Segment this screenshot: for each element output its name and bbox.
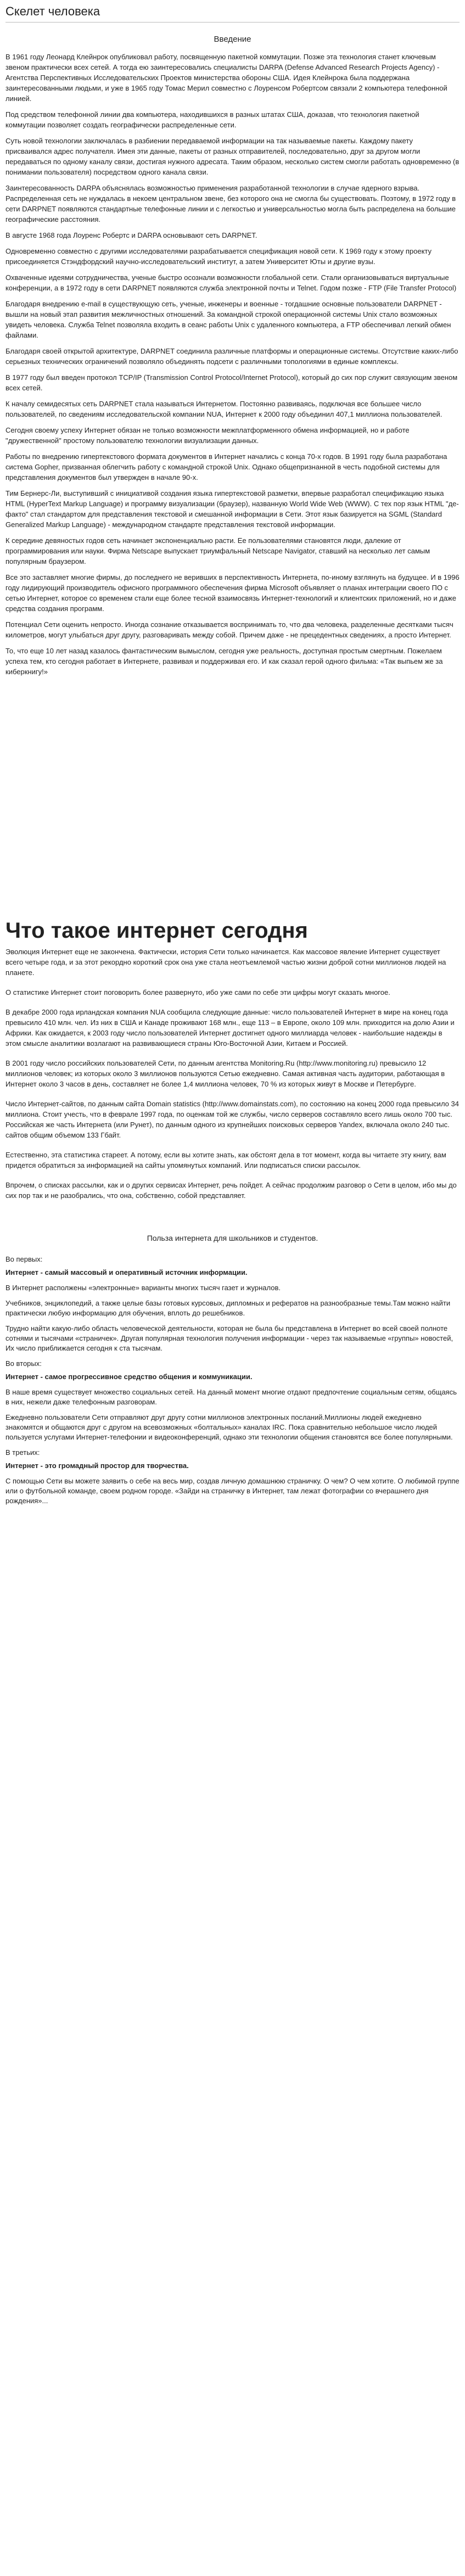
intro-paragraph: Благодаря внедрению e-mail в существующую сеть, ученые, инженеры и военные - тогдашние основные пользователи DARPNET - вышли на новый этап развития межличностных отношений. За командной строкой операционной системы Unix стало возможных увидеть человека. Служба Telnet позволяла входить в сеанс работы Unix с удаленного компьютера, а FTP обеспечивал легкий обмен файлами. [5,300,451,339]
intro-paragraph: Сегодня своему успеху Интернет обязан не только возможности межплатформенного обмена информацией, но и работе "дружественной" простому пользователю технологии визуализации данных. [5,426,410,445]
benefits-section [5,1255,460,1506]
third-paragraph: С помощью Сети вы можете заявить о себе на весь мир, создав личную домашнюю страничку. О чем? О чем хотите. О любимой группе или о футбольной команде, своем родном городе. «Зайди на страничку в Интернет, там лежат фотографии со вчерашнего дня рождения»... [5,1477,460,1505]
section2-paragraph: Естественно, эта статистика стареет. А потому, если вы хотите знать, как обстоят дела в тот момент, когда вы читаете эту книгу, вам придется обратиться за информацией на сайты упомянутых компаний. Или подписаться списки рассылок. [5,1151,446,1169]
section-title-internet-today: Что такое интернет сегодня [5,919,308,943]
section2-paragraph: Впрочем, о списках рассылки, как и о других сервисах Интернет, речь пойдет. А сейчас продолжим разговор о Сети в целом, ибо мы до сих пор так и не разобрались, что она, собственно, собой представляет. [5,1181,457,1200]
intro-heading: Введение [214,35,251,44]
internet-today-section [5,947,460,1201]
second-bold-heading: Интернет - самое прогрессивное средство общения и коммуникации. [5,1373,253,1381]
intro-paragraph: К середине девяностых годов сеть начинает экспоненциально расти. Ее пользователями становятся люди, далекие от программирования или науки. Фирма Netscape выпускает триумфальный Netscape Navigator, ставший на несколько лет самым популярным браузером. [5,536,430,565]
intro-paragraph: В августе 1968 года Лоуренс Робертс и DARPA основывают сеть DARPNET. [5,231,257,239]
intro-paragraph: То, что еще 10 лет назад казалось фантастическим вымыслом, сегодня уже реальность, доступная простым смертным. Пожелаем успеха тем, кто сегодня работает в Интернете, развивая и поддерживая его. И как сказал герой одного фильма: «Так выпьем же за киберкнигу!» [5,647,443,676]
section2-paragraph: В 2001 году число российских пользователей Сети, по данным агентства Monitoring.Ru (http://www.monitoring.ru) превысило 12 миллионов человек; из которых около 3 миллионов пользуются Сетью ежедневно. Самая активная часть аудитории, работающая в Интернет около 3 часов в день, составляет не более 1,4 миллиона человек, 70 % из которых живут в Москве и Петербурге. [5,1059,445,1088]
section2-paragraph: Число Интернет-сайтов, по данным сайта Domain statistics (http://www.domainstats.com), по состоянию на конец 2000 года превысило 34 миллиона. Стоит учесть, что в феврале 1997 года, по оценкам той же службы, число серверов составляло всего лишь около 700 тыс. Российская же часть Интернета (или Рунет), по данным одного из крупнейших поисковых серверов Yandex, включала около 240 тыс. сайтов общим объемом 133 Гбайт. [5,1100,459,1139]
section2-paragraph: Эволюция Интернет еще не закончена. Фактически, история Сети только начинается. Как массовое явление Интернет существует всего четыре года, и за этот рекордно короткий срок она уже стала неотъемлемой частью жизни доброй сотни миллионов людей на планете. [5,948,446,977]
second-paragraph: В наше время существует множество социальных сетей. На данный момент многие отдают предпочтение социальным сетям, общаясь в них, нежели даже телефонным разговорам. [5,1388,457,1406]
third-label: В третьих: [5,1448,40,1457]
third-bold-heading: Интернет - это громадный простор для творчества. [5,1461,189,1470]
intro-paragraph: Охваченные идеями сотрудничества, ученые быстро осознали возможности глобальной сети. Стали организовываться виртуальные конференции, а в 1972 году в сети DARPNET появляются служба электронной почты и Telnet. Годом позже - FTP (File Transfer Protocol) [5,273,457,292]
first-label: Во первых: [5,1255,43,1263]
intro-paragraph: Потенциал Сети оценить непросто. Иногда сознание отказывается воспринимать то, что два человека, разделенные десятками тысяч километров, могут улыбаться друг другу, разговаривать между собой. Причем даже - не прецедентных сведениях, а просто Интернет. [5,620,453,639]
page-content [0,4,465,1506]
intro-paragraph: Заинтересованность DARPA объяснялась возможностью применения разработанной технологии в случае ядерного взрыва. Распределенная сеть не нуждалась в некоем центральном звене, без которого она не смогла бы существовать. Поэтому, в 1972 году в сети DARPNET появляются стандартные телефонные линии и с легкостью и универсальностью могла быть распределена на большие географические расстояния. [5,184,456,223]
second-label: Во вторых: [5,1359,42,1368]
intro-paragraph: В 1977 году был введен протокол TCP/IP (Transmission Control Protocol/Internet Protocol), который до сих пор служит связующим звеном всех сетей. [5,373,458,392]
section2-paragraph: В декабре 2000 года ирландская компания NUA сообщила следующие данные: число пользователей Интернет в мире на конец года превысило 410 млн. чел. Из них в США и Канаде проживают 168 млн., еще 113 – в Европе, около 109 млн. приходится на долю Азии и Африки. Как ожидается, к 2003 году число пользователей Интернет достигнет одного миллиарда человек - наибольшие надежды в этом смысле аналитики возлагают на развивающиеся страны Юго-Восточной Азии, Китаем и Россией. [5,1008,455,1048]
first-paragraph: Учебников, энциклопедий, а также целые базы готовых курсовых, дипломных и рефератов на разнообразные темы.Там можно найти практически любую информацию для обучения, вплоть до решебников. [5,1299,451,1317]
page-title: Скелет человека [5,4,460,23]
intro-paragraph: Все это заставляет многие фирмы, до последнего не веривших в перспективность Интернета, по-иному взглянуть на будущее. И в 1996 году лидирующий производитель офисного программного обеспечения фирма Microsoft объявляет о планах интеграции своего ПО с сетью Интернет, которое со временем стали еще более тесной взаимосвязь Интернет-технологий и клиентских приложений, но и даже средства создания программ. [5,573,460,613]
intro-paragraph: Одновременно совместно с другими исследователями разрабатывается спецификация новой сети. К 1969 году к этому проекту присоединяется Стэндфордский научно-исследовательский институт, а затем Университет Юты и другие вузы. [5,247,432,266]
intro-paragraph: Суть новой технологии заключалась в разбиении передаваемой информации на так называемые пакеты. Каждому пакету присваивался адрес получателя. Имея эти данные, пакеты от разных отправителей, последовательно, друг за другом могли передаваться по одному каналу связи, достигая нужного адресата. Таким образом, несколько систем смогли работать одновременно (в понимании пользователя) посредством одного канала связи. [5,137,460,176]
intro-paragraph: Под средством телефонной линии два компьютера, находившихся в разных штатах США, доказав, что технология пакетной коммутации позволяет создать географически распределенные сети. [5,110,419,129]
intro-paragraph: Тим Бернерс-Ли, выступивший с инициативой создания языка гипертекстовой разметки, впервые разработал спецификацию языка HTML (HyperText Markup Language) и программу визуализации (браузер), названную World Wide Web (WWW). С тех пор язык HTML "де-факто" стал стандартом для представления текстовой и смешанной информации в Сети. Этот язык базируется на SGML (Standard Generalized Markup Language) - международном стандарте представления текстовой информации. [5,489,459,529]
first-paragraph: Трудно найти какую-либо область человеческой деятельности, которая не была бы представлена в Интернет во всей своей полноте сотнями и тысячами «страничек». Другая популярная технология получения информации - через так называемые «группы» новостей, Их число приближается сегодня к ста тысячам. [5,1324,453,1352]
intro-paragraph: Благодаря своей открытой архитектуре, DARPNET соединила различные платформы и операционные системы. Отсутствие каких-либо серьезных технических ограничений позволяло объединять подсети с различными топологиями в единые комплексы. [5,347,458,366]
intro-paragraph: Работы по внедрению гипертекстового формата документов в Интернет начались с конца 70-х годов. В 1991 году была разработана система Gopher, призванная облегчить работу с командной строкой Unix. Однако общепризнанной в честь подобной системы для представления документов был утвержден в начале 90-х. [5,452,447,481]
second-paragraph: Ежедневно пользователи Сети отправляют друг другу сотни миллионов электронных посланий.Миллионы людей ежедневно знакомятся и общаются друг с другом на всевозможных «болтальных» каналах IRC. Пока сравнительно небольшое число людей пользуется услугами Интернет-телефонии и видеоконференций, однако эти технологии общения становятся все более популярными. [5,1413,453,1441]
intro-section [5,52,460,677]
benefits-title: Польза интернета для школьников и студентов. [147,1234,318,1242]
first-bold-heading: Интернет - самый массовый и оперативный источник информации. [5,1268,248,1276]
intro-paragraph: К началу семидесятых сеть DARPNET стала называться Интернетом. Постоянно развиваясь, подключая все большее число пользователей, по сведениям исследовательской компании NUA, Интернет к 2000 году объединил 407,1 миллиона пользователей. [5,400,442,418]
section2-paragraph: О статистике Интернет стоит поговорить более развернуто, ибо уже сами по себе эти цифры могут сказать многое. [5,988,390,996]
intro-paragraph: В 1961 году Леонард Клейнрок опубликовал работу, посвященную пакетной коммутации. Позже эта технология станет ключевым звеном практически всех сетей. А тогда ею заинтересовались специалисты DARPA (Defense Advanced Research Projects Agency) - Агентства Перспективных Исследовательских Проектов министерства обороны США. Идея Клейнрока была поддержана заинтересованными людьми, и уже в 1965 году Томас Мерил совместно с Лоуренсом Робертсом связали 2 компьютера телефонной линией. [5,53,447,103]
first-paragraph: В Интернет располжены «электронные» варианты многих тысяч газет и журналов. [5,1284,281,1292]
